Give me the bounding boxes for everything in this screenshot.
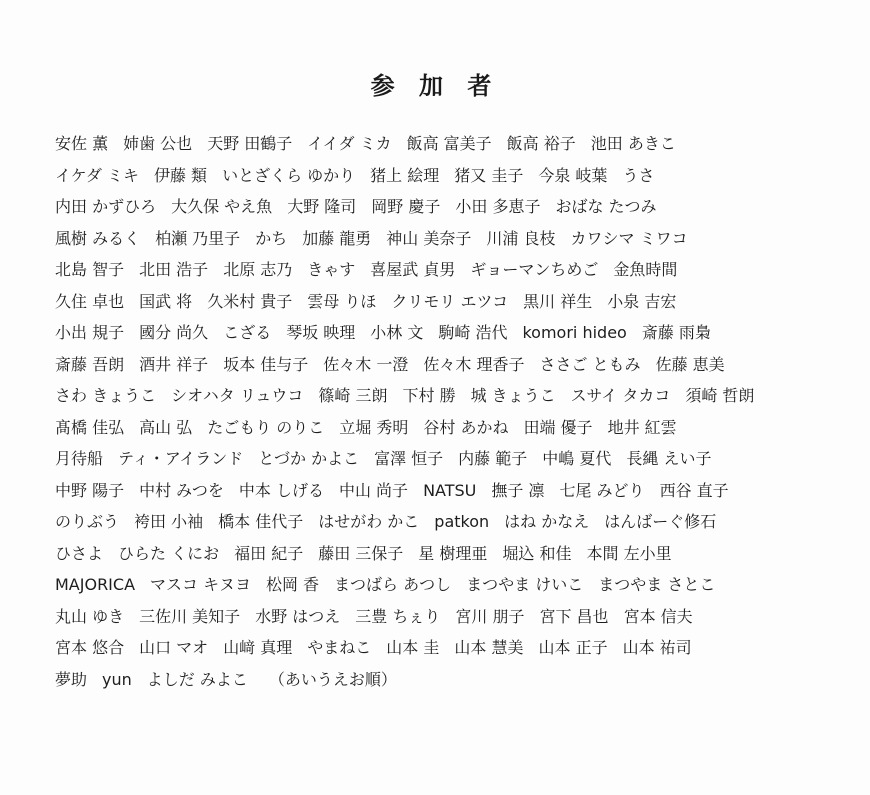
participant-name: 中野 陽子: [55, 480, 125, 500]
participant-row: [55, 160, 845, 192]
participant-name: 斎藤 雨梟: [641, 323, 711, 342]
participant-name: 山本 祐司: [622, 638, 692, 657]
participant-name: ティ・アイランド: [118, 449, 244, 468]
participant-name: 飯高 裕子: [506, 134, 576, 153]
participant-name: ひさよ: [55, 543, 104, 563]
participant-name: 中嶋 夏代: [542, 449, 612, 468]
participant-name: 立堀 秀明: [339, 417, 409, 437]
participant-name: 姉歯 公也: [123, 134, 193, 153]
participant-name: 星 樹理亜: [418, 543, 488, 563]
participant-name: 城 きょうこ: [470, 386, 556, 405]
participant-name: はせがわ かこ: [318, 512, 420, 531]
participant-name: 安佐 薫: [55, 134, 109, 153]
participant-name: 大野 隆司: [287, 197, 357, 216]
participant-name: 谷村 あかね: [423, 417, 509, 437]
participant-name: 堀込 和佳: [502, 543, 572, 563]
participant-name: 西谷 直子: [659, 480, 729, 500]
participant-name: まつやま けいこ: [466, 575, 584, 594]
participant-name: きゃす: [307, 260, 356, 279]
participant-name: 地井 紅雲: [607, 417, 677, 437]
participant-name: 夢助: [55, 669, 88, 689]
participant-row: [55, 223, 845, 255]
participant-name: 神山 美奈子: [386, 228, 472, 248]
participant-name: NATSU: [423, 480, 477, 500]
participant-name: 小泉 吉宏: [607, 291, 677, 311]
participant-name: 内田 かずひろ: [55, 197, 157, 216]
participant-name: はね かなえ: [504, 512, 590, 531]
participant-name: 池田 あきこ: [590, 134, 676, 153]
participant-row: [55, 412, 845, 444]
participant-name: 三佐川 美知子: [139, 606, 241, 626]
participant-row: [55, 475, 845, 507]
participant-name: 久米村 貴子: [207, 291, 293, 311]
participant-name: 山本 正子: [538, 638, 608, 657]
participant-row: [55, 349, 845, 381]
participant-name: 山本 圭: [386, 638, 440, 657]
participant-name: 川浦 良枝: [486, 228, 556, 248]
participant-name: 丸山 ゆき: [55, 606, 125, 626]
participant-name: のりぶう: [55, 512, 120, 531]
participant-name: 髙橋 佳弘: [55, 417, 125, 437]
participant-name: さわ きょうこ: [55, 386, 157, 405]
participant-name: やまねこ: [307, 638, 372, 657]
participant-name: 撫子 凛: [491, 480, 545, 500]
participant-name: 水野 はつえ: [255, 606, 341, 626]
participant-name: 高山 弘: [139, 417, 193, 437]
participant-name: 宮川 朋子: [455, 606, 525, 626]
participant-name: おばな たつみ: [555, 197, 657, 216]
participant-name: 坂本 佳与子: [223, 354, 309, 374]
participant-name: 本間 左小里: [586, 543, 672, 563]
participant-name: 小林 文: [370, 323, 424, 342]
participant-name: 松岡 香: [265, 575, 320, 594]
participant-name: 山﨑 真理: [223, 638, 293, 657]
participant-row: [55, 317, 845, 349]
participant-row: [55, 128, 845, 160]
participant-row: [55, 569, 845, 601]
participant-name: かち: [255, 228, 288, 248]
participant-name: 駒崎 浩代: [438, 323, 508, 342]
participant-list: [55, 128, 845, 695]
participant-row: [55, 254, 845, 286]
participant-name: 小出 規子: [55, 323, 125, 342]
participant-name: patkon: [434, 512, 490, 531]
participant-name: 田端 優子: [523, 417, 593, 437]
participant-name: 猪上 絵理: [370, 165, 440, 185]
participant-name: 三豊 ちぇり: [355, 606, 441, 626]
participant-name: いとざくら ゆかり: [222, 165, 356, 185]
participant-name: 雲母 りほ: [307, 291, 377, 311]
participant-name: 宮下 昌也: [539, 606, 609, 626]
participant-name: 北田 浩子: [139, 260, 209, 279]
participant-name: マスコ キヌヨ: [150, 575, 251, 594]
participant-name: 中山 尚子: [338, 480, 409, 500]
participant-row: [55, 443, 845, 475]
participant-name: カワシマ ミワコ: [570, 228, 688, 248]
participant-name: ささご ともみ: [539, 354, 641, 374]
participant-name: 佐藤 恵美: [655, 354, 725, 374]
participant-name: ひらた くにお: [118, 543, 220, 563]
participant-name: うさ: [622, 165, 655, 185]
participant-name: 山口 マオ: [139, 638, 209, 657]
participant-name: よしだ みよこ: [146, 669, 248, 689]
participant-name: 北原 志乃: [223, 260, 293, 279]
participant-name: 伊藤 類: [153, 165, 208, 185]
page-title: 参 加 者: [370, 72, 500, 100]
participant-name: まつばら あつし: [334, 575, 452, 594]
participant-name: こざる: [223, 323, 272, 342]
order-note: （あいうえお順）: [268, 669, 397, 689]
participant-name: MAJORICA: [55, 575, 136, 594]
participant-name: スサイ タカコ: [570, 386, 671, 405]
participant-name: 藤田 三保子: [318, 543, 404, 563]
participant-name: 今泉 岐葉: [538, 165, 608, 185]
participant-name: 琴坂 映理: [286, 323, 356, 342]
participant-name: 酒井 祥子: [139, 354, 209, 374]
participant-name: 北島 智子: [55, 260, 125, 279]
participant-name: 喜屋武 貞男: [370, 260, 456, 279]
participant-name: 七尾 みどり: [559, 480, 645, 500]
participant-name: 國分 尚久: [139, 323, 209, 342]
participant-name: 佐々木 一澄: [323, 354, 409, 374]
participant-name: イイダ ミカ: [307, 134, 392, 153]
participant-name: 福田 紀子: [234, 543, 304, 563]
participant-name: 黒川 祥生: [523, 291, 593, 311]
participant-name: 富澤 恒子: [374, 449, 444, 468]
participant-row: [55, 601, 845, 633]
participant-name: ギョーマンちめご: [470, 260, 599, 279]
participant-name: 天野 田鶴子: [207, 134, 293, 153]
participant-name: 風樹 みるく: [55, 228, 141, 248]
participant-name: 宮本 信夫: [623, 606, 693, 626]
participant-name: 金魚時間: [613, 260, 678, 279]
participant-row: [55, 632, 845, 664]
participant-name: 山本 慧美: [454, 638, 524, 657]
participant-row: [55, 191, 845, 223]
participant-name: たごもり のりこ: [207, 417, 325, 437]
participant-name: 佐々木 理香子: [423, 354, 525, 374]
participant-name: 中村 みつを: [139, 480, 224, 500]
participant-row: [55, 538, 845, 570]
participant-name: シオハタ リュウコ: [171, 386, 304, 405]
participant-name: 斎藤 吾朗: [55, 354, 125, 374]
participant-name: 加藤 龍勇: [302, 228, 372, 248]
participant-name: yun: [102, 669, 132, 689]
participant-name: 大久保 やえ魚: [171, 197, 273, 216]
participant-name: 月待船: [55, 449, 104, 468]
participant-name: 飯高 富美子: [406, 134, 492, 153]
participant-row: [55, 664, 845, 696]
participant-name: 国武 将: [139, 291, 193, 311]
participant-name: 岡野 慶子: [371, 197, 441, 216]
participant-row: [55, 506, 845, 538]
participant-name: 柏瀬 乃里子: [155, 228, 241, 248]
participant-name: 下村 勝: [402, 386, 456, 405]
participant-name: 小田 多恵子: [455, 197, 541, 216]
participant-name: はんばーぐ修石: [604, 512, 717, 531]
participant-row: [55, 380, 845, 412]
participant-name: 長縄 えい子: [626, 449, 712, 468]
participant-name: 橋本 佳代子: [218, 512, 304, 531]
participant-name: 猪又 圭子: [454, 165, 524, 185]
participant-name: まつやま さとこ: [598, 575, 716, 594]
participant-name: 中本 しげる: [238, 480, 324, 500]
participant-name: 内藤 範子: [458, 449, 528, 468]
participant-name: 篠崎 三朗: [318, 386, 388, 405]
participant-name: 久住 卓也: [55, 291, 125, 311]
participant-name: komori hideo: [522, 323, 627, 342]
participant-name: 須崎 哲朗: [685, 386, 755, 405]
participant-name: 宮本 悠合: [55, 638, 125, 657]
participant-row: [55, 286, 845, 318]
participant-name: とづか かよこ: [258, 449, 360, 468]
participant-name: イケダ ミキ: [55, 165, 139, 185]
participant-name: クリモリ エツコ: [391, 291, 509, 311]
participant-name: 袴田 小袖: [134, 512, 204, 531]
